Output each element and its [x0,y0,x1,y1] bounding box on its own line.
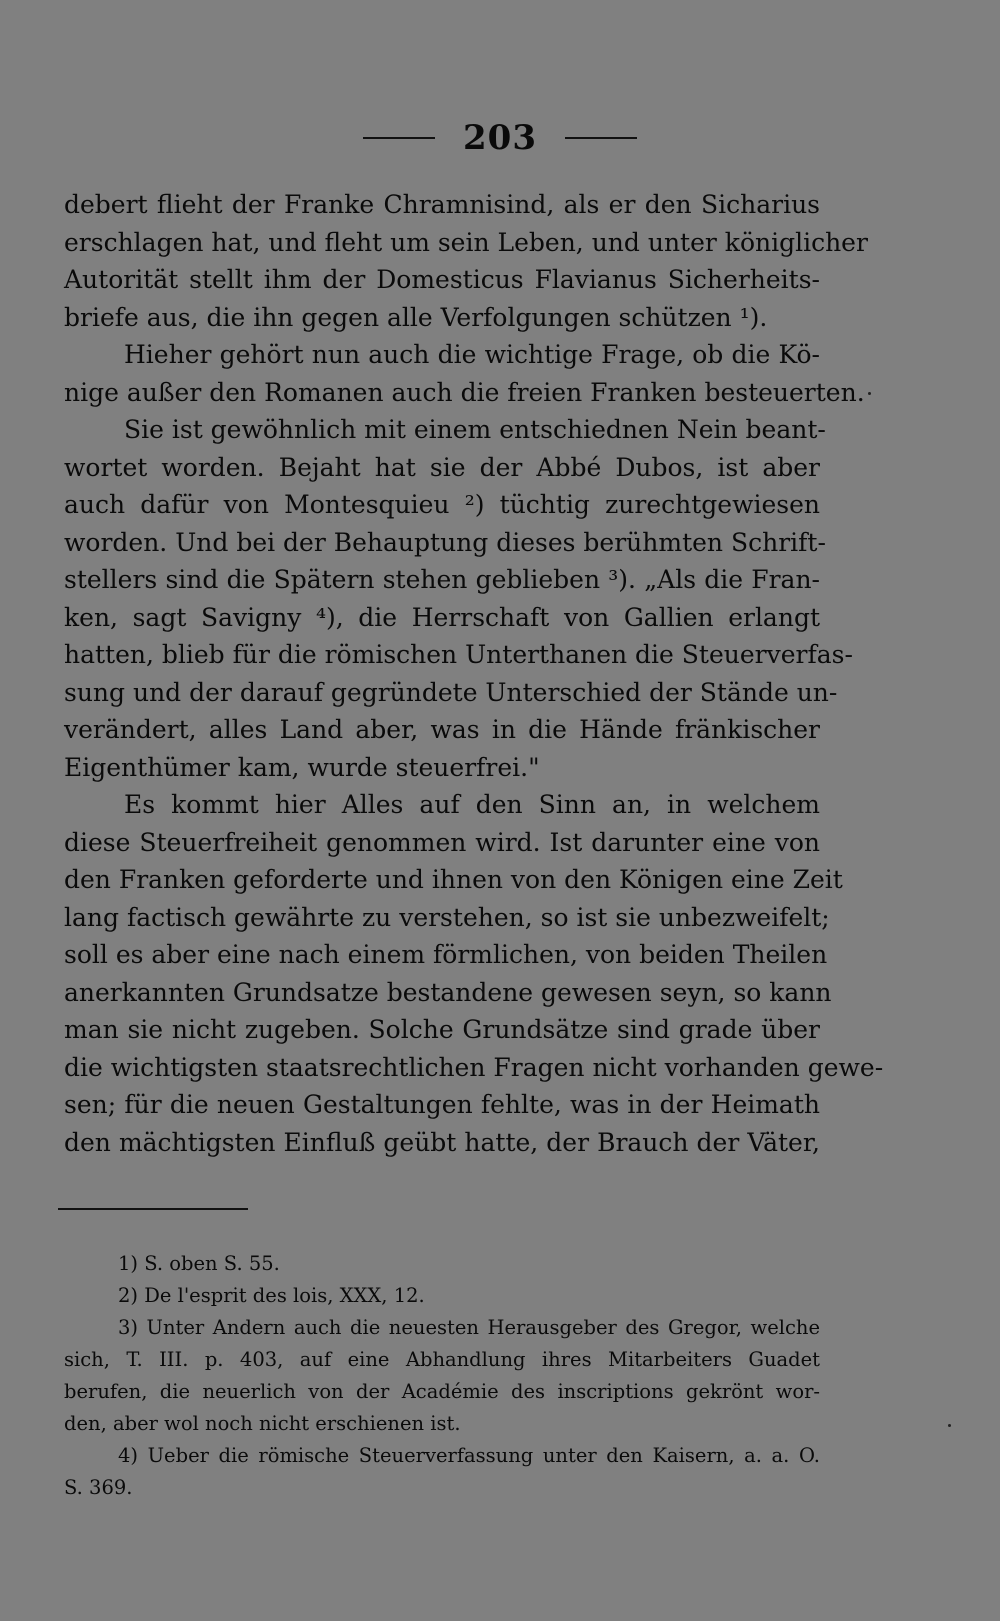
footnote-line: 2) De l'esprit des lois, XXX, 12. [118,1284,425,1307]
footnote-line: sich, T. III. p. 403, auf eine Abhandlung ihres Mitarbeiters Guadet [64,1348,820,1371]
text-line: diese Steuerfreiheit genommen wird. Ist darunter eine von [64,827,820,857]
text-line: debert flieht der Franke Chramnisind, als er den Sicharius [64,190,820,219]
header-rule-left [363,137,435,139]
body-text [64,186,884,1161]
text-line: sen; für die neuen Gestaltungen fehlte, was in der Heimath [64,1090,820,1119]
footnote-line: 3) Unter Andern auch die neuesten Herausgeber des Gregor, welche [118,1316,820,1339]
text-line: erschlagen hat, und fleht um sein Leben, und unter königlicher [64,227,868,257]
text-line: Eigenthümer kam, wurde steuerfrei." [64,752,540,782]
text-line: den mächtigsten Einfluß geübt hatte, der Brauch der Väter, [64,1127,820,1157]
text-line: sung und der darauf gegründete Unterschied der Stände un- [64,677,838,707]
text-line: Hieher gehört nun auch die wichtige Frage, ob die Kö- [124,340,820,369]
text-line: stellers sind die Spätern stehen geblieben ³). „Als die Fran- [64,565,820,594]
text-line: worden. Und bei der Behauptung dieses berühmten Schrift- [64,527,826,557]
text-line: wortet worden. Bejaht hat sie der Abbé Dubos, ist aber [64,452,820,482]
text-line: lang factisch gewährte zu verstehen, so ist sie unbezweifelt; [64,902,830,932]
page-header [0,118,1000,158]
text-line: soll es aber eine nach einem förmlichen, von beiden Theilen [64,940,828,969]
text-line: briefe aus, die ihn gegen alle Verfolgungen schützen ¹). [64,302,768,332]
footnote-line: S. 369. [64,1476,133,1499]
text-line: auch dafür von Montesquieu ²) tüchtig zurechtgewiesen [64,490,820,519]
text-line: den Franken geforderte und ihnen von den Königen eine Zeit [64,865,843,894]
header-rule-right [565,137,637,139]
text-line: ken, sagt Savigny ⁴), die Herrschaft von Gallien erlangt [64,602,820,632]
text-line: verändert, alles Land aber, was in die Hände fränkischer [64,715,820,744]
footnotes [64,1248,820,1504]
text-line: anerkannten Grundsatze bestandene gewesen seyn, so kann [64,977,832,1007]
page-number: 203 [463,118,537,158]
text-line: Autorität stellt ihm der Domesticus Flavianus Sicherheits- [64,265,820,294]
footnote-line: den, aber wol noch nicht erschienen ist. [64,1412,461,1435]
text-line: die wichtigsten staatsrechtlichen Fragen nicht vorhanden gewe- [64,1052,884,1082]
footnote-line: 4) Ueber die römische Steuerverfassung unter den Kaisern, a. a. O. [118,1444,820,1467]
footnote-line: berufen, die neuerlich von der Académie des inscriptions gekrönt wor- [64,1380,820,1403]
text-line: nige außer den Romanen auch die freien Franken besteuerten. [64,377,865,407]
text-line: man sie nicht zugeben. Solche Grundsätze sind grade über [64,1015,820,1044]
text-line: hatten, blieb für die römischen Unterthanen die Steuerverfas- [64,640,853,669]
text-line: Sie ist gewöhnlich mit einem entschiednen Nein beant- [124,415,826,444]
text-line: Es kommt hier Alles auf den Sinn an, in welchem [124,790,820,819]
footnote-line: 1) S. oben S. 55. [118,1252,280,1275]
speck-mark [868,392,871,395]
footnote-separator [58,1208,248,1210]
speck-mark [948,1424,951,1427]
